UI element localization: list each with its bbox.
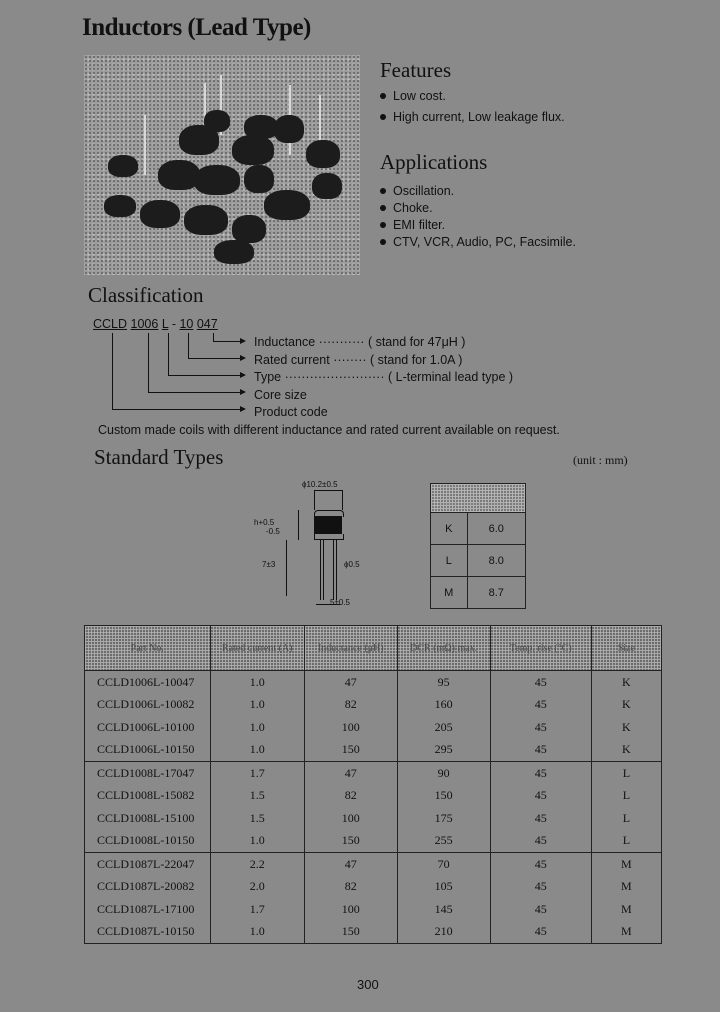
cell-rated-current: 2.2 — [210, 853, 305, 876]
cell-part-no: CCLD1087L-20082 — [85, 876, 211, 899]
cell-temp-rise: 45 — [490, 876, 591, 899]
dim-diameter: ϕ10.2±0.5 — [302, 480, 338, 489]
table-row: K 6.0 — [431, 513, 526, 545]
list-item: Choke. — [380, 200, 576, 217]
cell-rated-current: 1.5 — [210, 785, 305, 808]
cell-dcr: 145 — [397, 898, 490, 921]
cell-rated-current: 1.0 — [210, 739, 305, 762]
classification-heading: Classification — [88, 283, 204, 307]
table-row — [85, 830, 662, 853]
applications-list — [380, 183, 576, 251]
label-product-code: Product code — [254, 405, 328, 419]
dim-height-minus: -0.5 — [266, 527, 280, 536]
cell-dcr: 105 — [397, 876, 490, 899]
cell-size: L — [591, 807, 661, 830]
classification-labels — [254, 334, 513, 422]
cell-inductance: 82 — [305, 694, 397, 717]
size-table — [430, 483, 526, 609]
list-item: EMI filter. — [380, 217, 576, 234]
cell-dcr: 255 — [397, 830, 490, 853]
cell-inductance: 100 — [305, 898, 397, 921]
standard-types-heading: Standard Types — [94, 445, 224, 469]
cell-dcr: 160 — [397, 694, 490, 717]
cell-rated-current: 1.5 — [210, 807, 305, 830]
cell-inductance: 150 — [305, 921, 397, 944]
cell-rated-current: 2.0 — [210, 876, 305, 899]
cell-dcr: 150 — [397, 785, 490, 808]
cell-dcr: 90 — [397, 762, 490, 785]
applications-heading: Applications — [380, 150, 488, 174]
cell-part-no: CCLD1008L-15100 — [85, 807, 211, 830]
label-core-size: Core size — [254, 387, 307, 402]
cell-size: M — [591, 876, 661, 899]
code-core-size: 1006 — [130, 317, 159, 331]
col-size: Size — [591, 626, 661, 671]
code-type: L — [161, 317, 169, 331]
cell-part-no: CCLD1087L-10150 — [85, 921, 211, 944]
cell-inductance: 150 — [305, 739, 397, 762]
cell-dcr: 95 — [397, 671, 490, 694]
cell-inductance: 47 — [305, 671, 397, 694]
cell-dcr: 175 — [397, 807, 490, 830]
col-inductance: Inductance (μH) — [305, 626, 397, 671]
table-row — [85, 853, 662, 876]
cell-inductance: 47 — [305, 853, 397, 876]
cell-dcr: 295 — [397, 739, 490, 762]
classification-code — [93, 317, 218, 331]
cell-dcr: 70 — [397, 853, 490, 876]
cell-rated-current: 1.7 — [210, 762, 305, 785]
spec-table-header-row — [85, 626, 662, 671]
cell-size: M — [591, 921, 661, 944]
cell-temp-rise: 45 — [490, 807, 591, 830]
dim-height-plus: h+0.5 — [254, 518, 275, 527]
dimension-drawing — [250, 478, 370, 613]
cell-size: K — [591, 671, 661, 694]
table-row — [85, 671, 662, 694]
cell-size: L — [591, 762, 661, 785]
code-prefix: CCLD — [93, 317, 128, 331]
product-photo — [84, 55, 360, 275]
cell-inductance: 47 — [305, 762, 397, 785]
size-table-header — [431, 484, 526, 513]
page-title: Inductors (Lead Type) — [82, 14, 311, 41]
cell-inductance: 100 — [305, 716, 397, 739]
page-number: 300 — [357, 977, 379, 992]
cell-temp-rise: 45 — [490, 739, 591, 762]
cell-temp-rise: 45 — [490, 853, 591, 876]
spec-table — [84, 625, 662, 944]
cell-dcr: 210 — [397, 921, 490, 944]
col-dcr: DCR (mΩ) max. — [397, 626, 490, 671]
cell-temp-rise: 45 — [490, 921, 591, 944]
label-rated-current: Rated current ········ ( stand for 1.0A ) — [254, 352, 463, 367]
label-type: Type ························ ( L-terminal lead type ) — [254, 370, 514, 384]
cell-part-no: CCLD1008L-15082 — [85, 785, 211, 808]
col-temp-rise: Temp. rise (°C) — [490, 626, 591, 671]
table-row — [85, 762, 662, 785]
col-rated-current: Rated current (A) — [210, 626, 305, 671]
features-heading: Features — [380, 58, 452, 82]
list-item: CTV, VCR, Audio, PC, Facsimile. — [380, 234, 576, 251]
code-dash: - — [171, 317, 176, 331]
list-item: High current, Low leakage flux. — [380, 109, 565, 126]
cell-dcr: 205 — [397, 716, 490, 739]
cell-size: K — [591, 716, 661, 739]
cell-rated-current: 1.0 — [210, 921, 305, 944]
col-part-no: Part No. — [85, 626, 211, 671]
table-row: L 8.0 — [431, 545, 526, 577]
list-item: Oscillation. — [380, 183, 576, 200]
cell-size: K — [591, 739, 661, 762]
cell-inductance: 82 — [305, 876, 397, 899]
cell-part-no: CCLD1008L-10150 — [85, 830, 211, 853]
cell-temp-rise: 45 — [490, 716, 591, 739]
table-row — [85, 876, 662, 899]
cell-part-no: CCLD1006L-10150 — [85, 739, 211, 762]
table-row — [85, 921, 662, 944]
cell-part-no: CCLD1006L-10082 — [85, 694, 211, 717]
cell-rated-current: 1.0 — [210, 830, 305, 853]
table-row — [85, 785, 662, 808]
table-row — [85, 898, 662, 921]
dim-lead-diameter: ϕ0.5 — [344, 560, 360, 569]
cell-part-no: CCLD1006L-10047 — [85, 671, 211, 694]
table-row — [85, 807, 662, 830]
cell-size: M — [591, 853, 661, 876]
custom-note: Custom made coils with different inductance and rated current available on request. — [98, 423, 560, 437]
code-current: 10 — [179, 317, 194, 331]
unit-note: (unit : mm) — [573, 453, 628, 467]
list-item: Low cost. — [380, 88, 565, 105]
cell-temp-rise: 45 — [490, 671, 591, 694]
code-inductance: 047 — [196, 317, 218, 331]
table-row — [85, 694, 662, 717]
cell-part-no: CCLD1008L-17047 — [85, 762, 211, 785]
cell-size: M — [591, 898, 661, 921]
cell-temp-rise: 45 — [490, 830, 591, 853]
table-row — [85, 739, 662, 762]
features-list — [380, 88, 565, 126]
cell-part-no: CCLD1087L-22047 — [85, 853, 211, 876]
cell-temp-rise: 45 — [490, 898, 591, 921]
cell-size: K — [591, 694, 661, 717]
cell-inductance: 100 — [305, 807, 397, 830]
cell-temp-rise: 45 — [490, 785, 591, 808]
cell-temp-rise: 45 — [490, 762, 591, 785]
cell-size: L — [591, 830, 661, 853]
cell-part-no: CCLD1087L-17100 — [85, 898, 211, 921]
cell-rated-current: 1.0 — [210, 694, 305, 717]
cell-rated-current: 1.0 — [210, 671, 305, 694]
cell-part-no: CCLD1006L-10100 — [85, 716, 211, 739]
cell-rated-current: 1.7 — [210, 898, 305, 921]
dim-pitch: 5±0.5 — [330, 598, 350, 607]
cell-rated-current: 1.0 — [210, 716, 305, 739]
cell-size: L — [591, 785, 661, 808]
cell-inductance: 82 — [305, 785, 397, 808]
table-row: M 8.7 — [431, 577, 526, 609]
dim-lead-length: 7±3 — [262, 560, 276, 569]
table-row — [85, 716, 662, 739]
cell-temp-rise: 45 — [490, 694, 591, 717]
label-inductance: Inductance ··········· ( stand for 47μH ) — [254, 335, 466, 349]
cell-inductance: 150 — [305, 830, 397, 853]
